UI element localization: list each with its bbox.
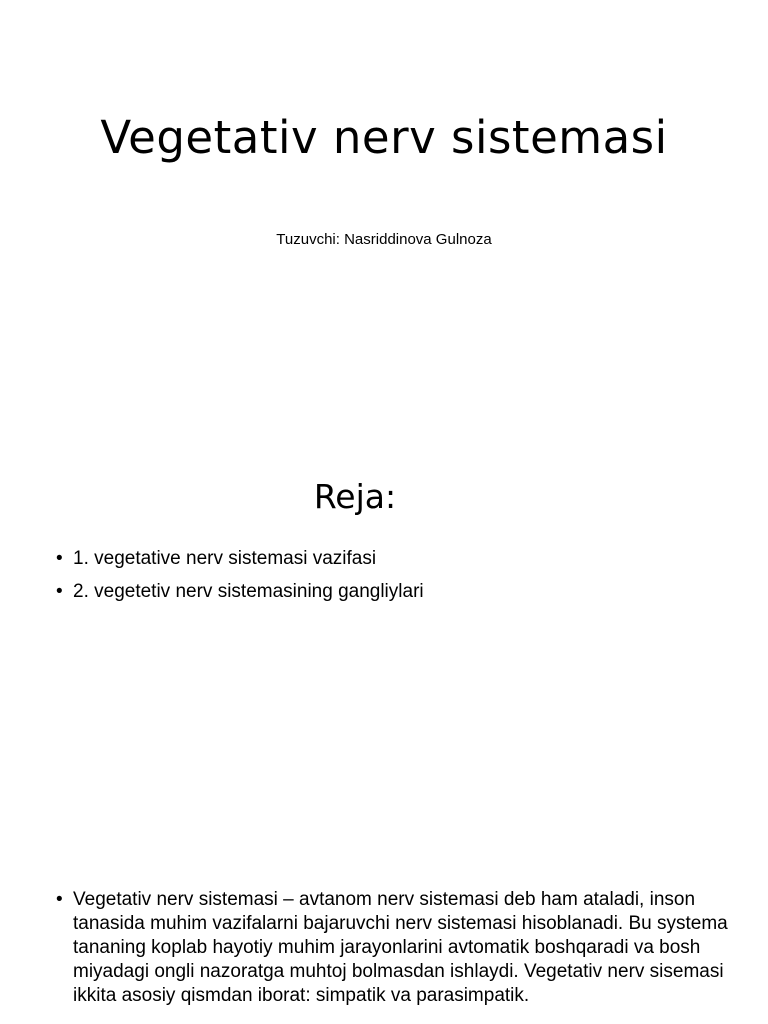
plan-title: Reja: (313, 477, 397, 516)
list-item (56, 580, 736, 604)
title-slide (0, 0, 768, 432)
bullet-icon: • (56, 581, 63, 602)
bullet-icon: • (56, 548, 63, 569)
slide-title: Vegetativ nerv sistemasi (100, 111, 668, 164)
content-list (56, 888, 746, 1008)
bullet-icon: • (56, 889, 63, 910)
list-item (56, 888, 746, 1008)
plan-list (56, 547, 736, 613)
slide-subtitle: Tuzuvchi: Nasriddinova Gulnoza (276, 231, 492, 248)
plan-slide (0, 432, 768, 864)
list-item (56, 547, 736, 571)
content-slide (0, 864, 768, 1024)
list-item-text: 1. vegetative nerv sistemasi vazifasi (73, 548, 377, 569)
list-item-text: 2. vegetetiv nerv sistemasining gangliylari (73, 581, 424, 602)
paragraph-text: Vegetativ nerv sistemasi – avtanom nerv sistemasi deb ham ataladi, inson tanasida muhim vazifalarni bajaruvchi nerv sistemasi hisoblanadi. Bu systema tananing koplab hayotiy muhim jarayonlarini avtomatik boshqaradi va bosh miyadagi ongli nazoratga muhtoj bolmasdan ishlaydi. Vegetativ nerv sisemasi ikkita asosiy qismdan iborat: simpatik va parasimpatik. (73, 889, 728, 1006)
